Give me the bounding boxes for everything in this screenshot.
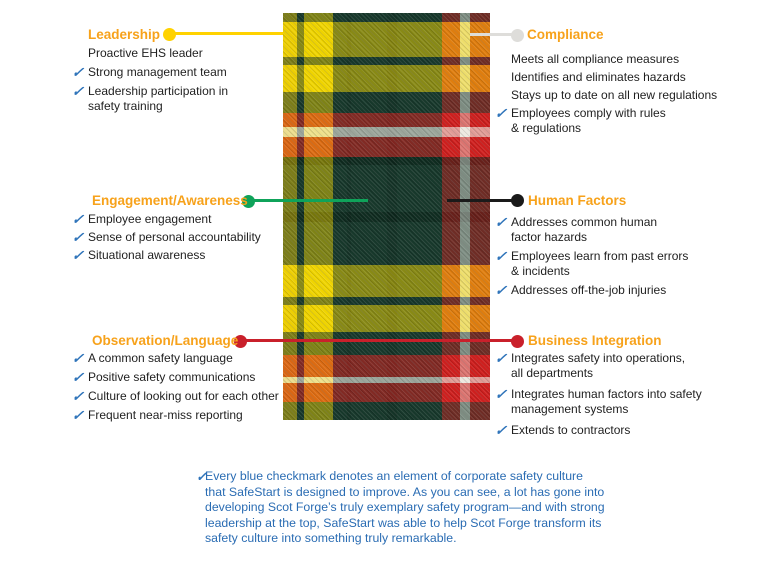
engagement-items [72,212,261,266]
list-item [72,408,279,423]
item-line: Employee engagement [88,212,212,226]
business-title: Business Integration [528,333,662,348]
engagement-item-text [88,248,205,263]
footnote [196,469,606,547]
observation-connector-line [243,339,513,342]
list-item [495,70,717,85]
observation-item-text [88,370,255,385]
item-line: & incidents [511,264,570,278]
item-line: safety training [88,99,163,113]
list-item [72,46,228,61]
check-icon: ✓ [71,211,85,227]
compliance-items [495,52,717,139]
list-item [495,423,702,438]
check-icon: ✓ [71,407,85,423]
list-item [72,230,261,245]
list-item [72,351,279,366]
item-line: Addresses common human [511,215,658,229]
item-line: Extends to contractors [511,423,631,437]
engagement-item-text [88,230,261,245]
item-line: & regulations [511,121,582,135]
item-line: Stays up to date on all new regulations [511,88,718,102]
check-icon: ✓ [71,247,85,263]
observation-item-text [88,389,279,404]
compliance-item-text [511,70,686,85]
list-item [495,215,688,245]
leadership-item-text [88,84,228,114]
item-line: factor hazards [511,230,588,244]
check-icon-cell [72,408,88,423]
list-item [495,88,717,103]
check-icon-cell [72,230,88,245]
human_factors-item-text [511,215,657,245]
check-icon-cell [72,65,88,80]
compliance-connector-line [470,33,513,36]
human_factors-items [495,215,688,302]
check-icon: ✓ [494,422,508,438]
check-icon: ✓ [494,248,508,264]
observation-item-text [88,351,233,366]
check-icon-cell [495,283,511,298]
compliance-dot [511,29,524,42]
observation-items [72,351,279,427]
leadership-dot [163,28,176,41]
check-icon: ✓ [494,282,508,298]
item-line: Proactive EHS leader [88,46,203,60]
item-line: Positive safety communications [88,370,256,384]
item-line: management systems [511,402,629,416]
human_factors-dot [511,194,524,207]
check-icon: ✓ [71,229,85,245]
check-icon-cell [495,387,511,402]
human_factors-item-text [511,283,666,298]
item-line: Situational awareness [88,248,206,262]
item-line: Sense of personal accountability [88,230,261,244]
footnote-line: safety culture into something truly remarkable. [205,531,457,545]
check-icon: ✓ [196,469,207,484]
compliance-item-text [511,106,666,136]
item-line: Integrates human factors into safety [511,387,702,401]
check-icon-cell [495,106,511,121]
list-item [72,370,279,385]
item-line: Identifies and eliminates hazards [511,70,686,84]
footnote-line: Every blue checkmark denotes an element of corporate safety culture [205,469,583,483]
list-item [72,212,261,227]
footnote-line: leadership at the top, SafeStart was able to help Scot Forge transform its [205,515,602,530]
footnote-line: that SafeStart is designed to improve. As you can see, a lot has gone into [205,484,605,499]
item-line: A common safety language [88,351,233,365]
check-icon: ✓ [494,386,508,402]
item-line: Employees learn from past errors [511,249,689,263]
human_factors-title: Human Factors [528,193,627,208]
check-icon: ✓ [494,214,508,230]
item-line: Meets all compliance measures [511,52,680,66]
check-icon-cell [72,389,88,404]
business-items [495,351,702,444]
compliance-item-text [511,52,679,67]
engagement-item-text [88,212,211,227]
check-icon-cell [495,423,511,438]
business-item-text [511,423,630,438]
check-icon: ✓ [494,350,508,366]
engagement-connector-line [250,199,368,202]
list-item [495,52,717,67]
list-item [495,387,702,417]
compliance-item-text [511,88,717,103]
compliance-title: Compliance [527,27,604,42]
leadership-title: Leadership [88,27,161,42]
item-line: Frequent near-miss reporting [88,408,243,422]
check-icon-cell [495,351,511,366]
item-line: Culture of looking out for each other [88,389,279,403]
check-icon: ✓ [494,105,508,121]
business-item-text [511,351,685,381]
check-icon-cell [72,84,88,99]
footnote-line: developing Scot Forge’s truly exemplary safety program—and with strong [205,500,605,514]
list-item [72,389,279,404]
observation-title: Observation/Language [92,333,239,348]
leadership-connector-line [172,32,283,35]
list-item [72,84,228,114]
item-line: Addresses off-the-job injuries [511,283,667,297]
check-icon: ✓ [71,369,85,385]
check-icon-cell [495,249,511,264]
tartan-swatch [283,13,490,420]
item-line: Integrates safety into operations, [511,351,686,365]
footnote-text [205,469,606,547]
check-icon: ✓ [71,388,85,404]
list-item [72,65,228,80]
check-icon: ✓ [71,350,85,366]
check-icon-cell [72,248,88,263]
list-item [495,283,688,298]
observation-item-text [88,408,243,423]
item-line: Employees comply with rules [511,106,666,120]
business-dot [511,335,524,348]
check-icon-cell [495,215,511,230]
leadership-item-text [88,65,227,80]
leadership-item-text [88,46,203,61]
check-icon-cell [72,212,88,227]
human_factors-connector-line [447,199,513,202]
item-line: all departments [511,366,594,380]
check-icon: ✓ [71,83,85,99]
check-icon: ✓ [71,64,85,80]
list-item [72,248,261,263]
human_factors-item-text [511,249,688,279]
item-line: Leadership participation in [88,84,229,98]
engagement-title: Engagement/Awareness [92,193,248,208]
list-item [495,351,702,381]
list-item [495,106,717,136]
list-item [495,249,688,279]
check-icon-cell [72,370,88,385]
business-item-text [511,387,702,417]
item-line: Strong management team [88,65,227,79]
check-icon-cell [72,351,88,366]
leadership-items [72,46,228,118]
